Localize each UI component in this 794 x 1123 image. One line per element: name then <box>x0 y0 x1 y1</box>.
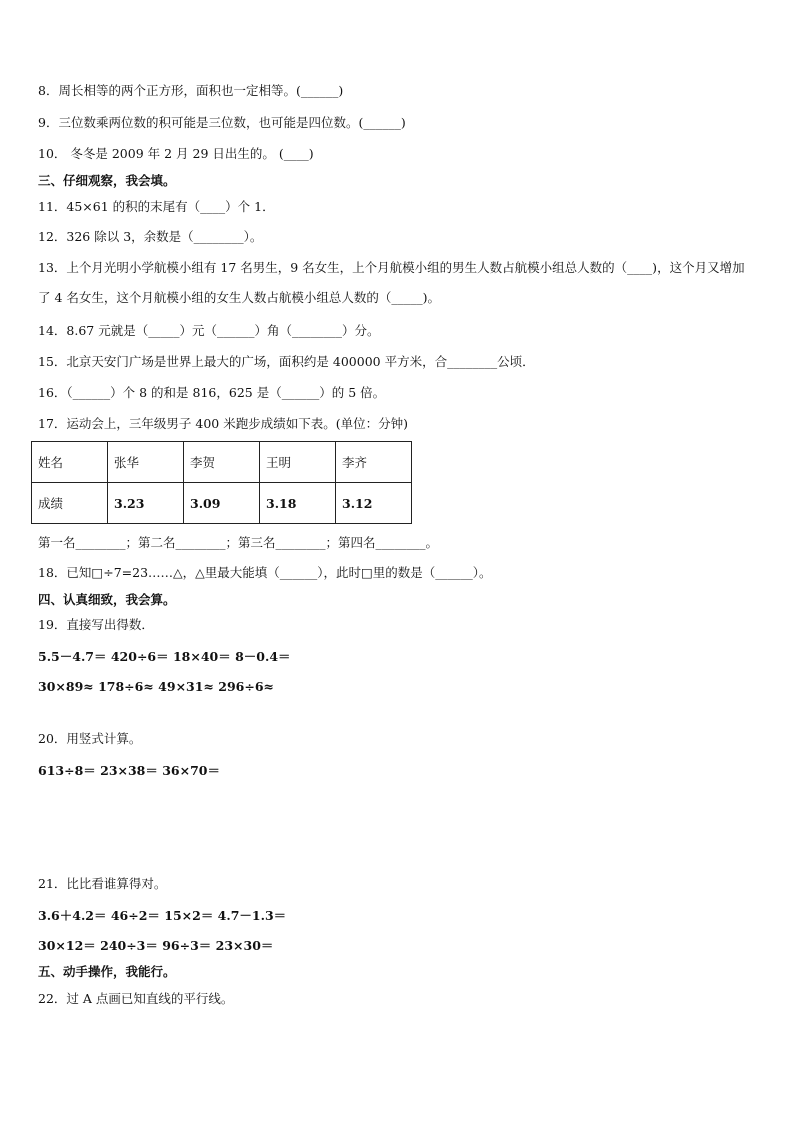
question-21-row-2: 30×12＝ 240÷3＝ 96÷3＝ 23×30＝ <box>38 938 274 953</box>
question-22: 22．过 A 点画已知直线的平行线。 <box>38 991 234 1006</box>
table-cell: 李贺 <box>184 442 260 483</box>
table-cell: 3.18 <box>260 483 336 524</box>
question-9: 9．三位数乘两位数的积可能是三位数，也可能是四位数。(______) <box>38 115 406 130</box>
table-cell: 张华 <box>108 442 184 483</box>
question-17-answer: 第一名________；第二名________；第三名________；第四名________。 <box>38 535 439 550</box>
question-21: 21．比比看谁算得对。 <box>38 876 167 891</box>
question-20: 20．用竖式计算。 <box>38 731 142 746</box>
table-cell: 姓名 <box>32 442 108 483</box>
table-cell: 李齐 <box>336 442 412 483</box>
section-3-heading: 三、仔细观察，我会填。 <box>38 173 176 188</box>
table-row <box>32 483 412 524</box>
table-cell: 成绩 <box>32 483 108 524</box>
question-13: 13．上个月光明小学航模小组有 17 名男生，9 名女生，上个月航模小组的男生人数占航模小组总人数的（____)，这个月又增加了 4 名女生，这个月航模小组的女生人数占航模小组总人数的（_____)。 <box>38 260 745 305</box>
table-cell: 3.09 <box>184 483 260 524</box>
question-15: 15．北京天安门广场是世界上最大的广场，面积约是 400000 平方米，合________公顷． <box>38 354 535 369</box>
section-4-heading: 四、认真细致，我会算。 <box>38 592 176 607</box>
question-17: 17．运动会上，三年级男子 400 米跑步成绩如下表。(单位：分钟) <box>38 416 408 431</box>
table-cell: 3.23 <box>108 483 184 524</box>
question-18: 18．已知□÷7=23……△，△里最大能填（______），此时□里的数是（______）。 <box>38 565 492 580</box>
scores-table <box>31 441 412 524</box>
question-14: 14．8.67 元就是（_____）元（______）角（________）分。 <box>38 323 380 338</box>
question-8: 8．周长相等的两个正方形，面积也一定相等。(______) <box>38 83 344 98</box>
table-header-row <box>32 442 412 483</box>
question-10: 10． 冬冬是 2009 年 2 月 29 日出生的。 (____) <box>38 146 314 161</box>
question-21-row-1: 3.6＋4.2＝ 46÷2＝ 15×2＝ 4.7－1.3＝ <box>38 908 287 923</box>
question-20-row-1: 613÷8＝ 23×38＝ 36×70＝ <box>38 763 220 778</box>
question-11: 11．45×61 的积的末尾有（____）个 1． <box>38 199 275 214</box>
question-12: 12．326 除以 3，余数是（________）。 <box>38 229 263 244</box>
table-cell: 王明 <box>260 442 336 483</box>
question-19-row-1: 5.5－4.7＝ 420÷6＝ 18×40＝ 8－0.4＝ <box>38 649 291 664</box>
section-5-heading: 五、动手操作，我能行。 <box>38 964 176 979</box>
question-19-row-2: 30×89≈ 178÷6≈ 49×31≈ 296÷6≈ <box>38 679 275 694</box>
question-19: 19．直接写出得数． <box>38 617 154 632</box>
table-cell: 3.12 <box>336 483 412 524</box>
question-16: 16．（______）个 8 的和是 816，625 是（______）的 5 倍。 <box>38 385 386 400</box>
